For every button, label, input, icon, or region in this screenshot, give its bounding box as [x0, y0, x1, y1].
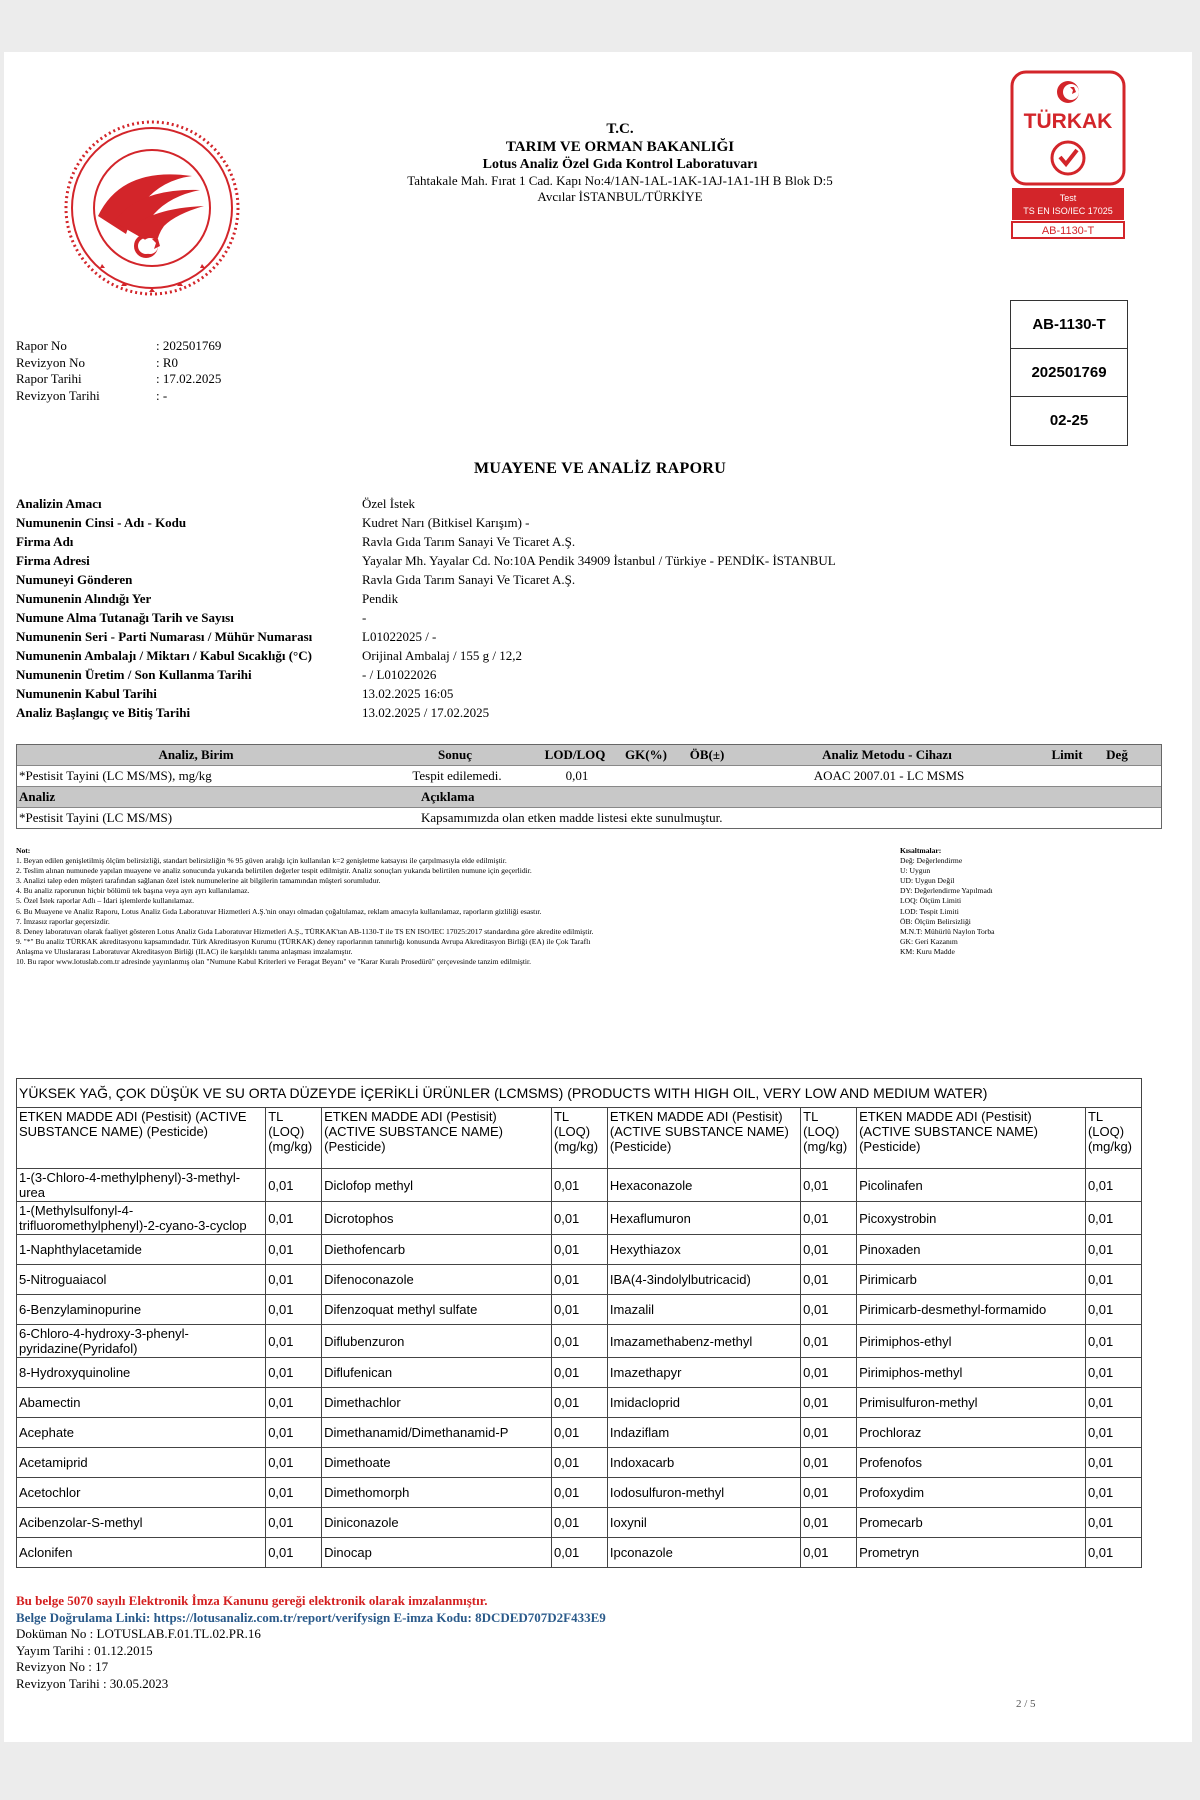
substance-name-cell: Pirimicarb — [857, 1265, 1086, 1295]
substance-name-cell: 1-Naphthylacetamide — [17, 1235, 266, 1265]
header-address-2: Avcılar İSTANBUL/TÜRKİYE — [537, 189, 703, 204]
doc-no: Doküman No : LOTUSLAB.F.01.TL.02.PR.16 — [16, 1626, 261, 1641]
abbr-item: DY: Değerlendirme Yapılmadı — [900, 886, 993, 896]
active-substance-table — [16, 1078, 1142, 1568]
substance-name-cell: Imazalil — [607, 1295, 800, 1325]
col-header: Limit — [1051, 747, 1083, 762]
turkak-accreditation-logo — [1010, 70, 1126, 240]
note-item: 5. Özel İstek raporlar Adlı – İdari işlemlerde kullanılamaz. — [16, 896, 194, 906]
info-row — [16, 551, 1162, 570]
info-label: Analiz Başlangıç ve Bitiş Tarihi — [16, 705, 191, 720]
note-item: 1. Beyan edilen genişletilmiş ölçüm belirsizliği, standart belirsizliğin % 95 güven aralığı için kullanılan k=2 genişletme katsayısı ile çarpılmasıyla elde edilmiştir. — [16, 856, 507, 866]
info-value: Ravla Gıda Tarım Sanayi Ve Ticaret A.Ş. — [362, 572, 576, 587]
loq-cell: 0,01 — [266, 1508, 322, 1538]
table-row — [17, 1358, 1142, 1388]
loq-cell: 0,01 — [1085, 1508, 1141, 1538]
table-header-cell: TL (LOQ) (mg/kg) — [1085, 1108, 1141, 1169]
report-code-box — [1010, 300, 1128, 446]
table-header-cell: TL (LOQ) (mg/kg) — [266, 1108, 322, 1169]
cell: 0,01 — [565, 768, 589, 783]
note-item: 2. Teslim alınan numunede yapılan muayene ve analiz sonucunda yukarıda belirtilen değerler tespit edilmiştir. Analiz sonuçları yukarıda belirtilen numune için geçerlidir. — [16, 866, 532, 876]
results-header — [17, 745, 1161, 765]
abbr-item: LOD: Tespit Limiti — [900, 906, 959, 916]
cell — [617, 766, 679, 786]
loq-cell: 0,01 — [551, 1478, 607, 1508]
loq-cell: 0,01 — [1085, 1202, 1141, 1235]
substance-name-cell: Diclofop methyl — [322, 1169, 552, 1202]
loq-cell: 0,01 — [266, 1478, 322, 1508]
notes-block — [16, 846, 896, 967]
info-value: Yayalar Mh. Yayalar Cd. No:10A Pendik 34909 İstanbul / Türkiye - PENDİK- İSTANBUL — [362, 553, 836, 568]
table-row — [17, 1325, 1142, 1358]
loq-cell: 0,01 — [801, 1478, 857, 1508]
abbr-item: Değ: Değerlendirme — [900, 856, 963, 866]
table-row — [17, 1418, 1142, 1448]
info-label: Firma Adresi — [16, 553, 90, 568]
loq-cell: 0,01 — [551, 1358, 607, 1388]
substance-name-cell: Difenzoquat methyl sulfate — [322, 1295, 552, 1325]
substance-name-cell: Difenoconazole — [322, 1265, 552, 1295]
info-label: Numunenin Alındığı Yer — [16, 591, 152, 606]
info-label: Numunenin Kabul Tarihi — [16, 686, 157, 701]
substance-name-cell: Imidacloprid — [607, 1388, 800, 1418]
loq-cell: 0,01 — [801, 1202, 857, 1235]
loq-cell: 0,01 — [551, 1388, 607, 1418]
turkak-brand-text: TÜRKAK — [1023, 110, 1113, 133]
substance-name-cell: Imazethapyr — [607, 1358, 800, 1388]
loq-cell: 0,01 — [1085, 1448, 1141, 1478]
doc-revision-no: Revizyon No : 17 — [16, 1659, 109, 1674]
substance-name-cell: Aclonifen — [17, 1538, 266, 1568]
substance-name-cell: Iodosulfuron-methyl — [607, 1478, 800, 1508]
turkak-std-text: TS EN ISO/IEC 17025 — [1023, 206, 1113, 216]
note-item: 10. Bu rapor www.lotuslab.com.tr adresinde yayınlanmış olan "Numune Kabul Kriterleri ve Feragat Beyanı" ve "Karar Kuralı Prosedürü" çerçevesinde tanzim edilmiştir. — [16, 957, 532, 967]
cell: Kapsamımızda olan etken madde listesi ekte sunulmuştur. — [421, 810, 723, 825]
footer — [16, 1593, 606, 1692]
table-header-cell: TL (LOQ) (mg/kg) — [801, 1108, 857, 1169]
esign-notice: Bu belge 5070 sayılı Elektronik İmza Kanunu gereği elektronik olarak imzalanmıştır. — [16, 1593, 488, 1608]
substance-name-cell: Dimethachlor — [322, 1388, 552, 1418]
loq-cell: 0,01 — [551, 1265, 607, 1295]
substance-name-cell: 6-Chloro-4-hydroxy-3-phenyl-pyridazine(Pyridafol) — [17, 1325, 266, 1358]
col-header: Sonuç — [438, 747, 472, 762]
substance-name-cell: 6-Benzylaminopurine — [17, 1295, 266, 1325]
meta-label: Rapor Tarihi — [16, 371, 82, 386]
substance-name-cell: Ioxynil — [607, 1508, 800, 1538]
loq-cell: 0,01 — [801, 1295, 857, 1325]
substance-name-cell: Indoxacarb — [607, 1448, 800, 1478]
note-item: 8. Deney laboratuvarı olarak faaliyet gösteren Lotus Analiz Gıda Laboratuvar Hizmetleri A.Ş., TÜRKAK'tan AB-1130-T ile TS EN ISO/IEC 17025:2017 standardına göre akredite edilmiştir. — [16, 926, 594, 936]
loq-cell: 0,01 — [551, 1508, 607, 1538]
cell: *Pestisit Tayini (LC MS/MS) — [19, 810, 173, 825]
explanation-row — [17, 807, 1161, 828]
substance-name-cell: Acephate — [17, 1418, 266, 1448]
loq-cell: 0,01 — [266, 1418, 322, 1448]
abbr-item: LOQ: Ölçüm Limiti — [900, 896, 962, 906]
loq-cell: 0,01 — [1085, 1169, 1141, 1202]
substance-name-cell: Diniconazole — [322, 1508, 552, 1538]
info-value: Ravla Gıda Tarım Sanayi Ve Ticaret A.Ş. — [362, 534, 576, 549]
table-row — [17, 1508, 1142, 1538]
loq-cell: 0,01 — [801, 1325, 857, 1358]
note-item: Anlaşma ve Uluslararası Laboratuvar Akreditasyon Birliği (ILAC) ile karşılıklı tanıma anlaşması imzalamıştır. — [16, 946, 353, 956]
cell — [1039, 766, 1099, 786]
cell — [1099, 766, 1139, 786]
loq-cell: 0,01 — [1085, 1325, 1141, 1358]
info-value: Kudret Narı (Bitkisel Karışım) - — [362, 515, 530, 530]
sample-info — [16, 494, 1162, 722]
table-row — [17, 1538, 1142, 1568]
page-number: 2 / 5 — [1016, 1698, 1036, 1710]
cell: Tespit edilemedi. — [412, 768, 502, 783]
loq-cell: 0,01 — [801, 1169, 857, 1202]
info-value: Orijinal Ambalaj / 155 g / 12,2 — [362, 648, 522, 663]
table-header-cell: TL (LOQ) (mg/kg) — [551, 1108, 607, 1169]
col-header: ÖB(±) — [689, 747, 725, 762]
note-item: 6. Bu Muayene ve Analiz Raporu, Lotus Analiz Gıda Laboratuvar Hizmetleri A.Ş.'nin onayı olmadan çoğaltılamaz, reklam amacıyla kullanılamaz, raporların gizliliği esastır. — [16, 906, 542, 916]
loq-cell: 0,01 — [1085, 1538, 1141, 1568]
col-header: GK(%) — [625, 747, 667, 762]
loq-cell: 0,01 — [801, 1388, 857, 1418]
loq-cell: 0,01 — [266, 1295, 322, 1325]
col-header: Analiz Metodu - Cihazı — [822, 747, 952, 762]
loq-cell: 0,01 — [551, 1169, 607, 1202]
loq-cell: 0,01 — [266, 1448, 322, 1478]
loq-cell: 0,01 — [266, 1388, 322, 1418]
info-label: Firma Adı — [16, 534, 74, 549]
info-label: Numunenin Üretim / Son Kullanma Tarihi — [16, 667, 252, 682]
loq-cell: 0,01 — [801, 1448, 857, 1478]
substance-name-cell: Prochloraz — [857, 1418, 1086, 1448]
table-header-cell: ETKEN MADDE ADI (Pestisit) (ACTIVE SUBSTANCE NAME) (Pesticide) — [17, 1108, 266, 1169]
substance-name-cell: Hexaflumuron — [607, 1202, 800, 1235]
verify-link[interactable]: Belge Doğrulama Linki: https://lotusanaliz.com.tr/report/verifysign E-imza Kodu: 8DCDED707D2F433E9 — [16, 1609, 606, 1625]
loq-cell: 0,01 — [551, 1448, 607, 1478]
table-row — [17, 1388, 1142, 1418]
loq-cell: 0,01 — [801, 1508, 857, 1538]
loq-cell: 0,01 — [801, 1538, 857, 1568]
substance-name-cell: Hexythiazox — [607, 1235, 800, 1265]
substance-name-cell: Dinocap — [322, 1538, 552, 1568]
info-row — [16, 684, 1162, 703]
abbr-item: GK: Geri Kazanım — [900, 936, 958, 946]
info-row — [16, 608, 1162, 627]
info-value: 13.02.2025 / 17.02.2025 — [362, 705, 490, 720]
ministry-seal-logo — [62, 118, 242, 298]
loq-cell: 0,01 — [1085, 1418, 1141, 1448]
header-lab-name: Lotus Analiz Özel Gıda Kontrol Laboratuvarı — [482, 157, 758, 172]
info-label: Numune Alma Tutanağı Tarih ve Sayısı — [16, 610, 234, 625]
substance-name-cell: Pirimicarb-desmethyl-formamido — [857, 1295, 1086, 1325]
note-item: 3. Analizi talep eden müşteri tarafından sağlanan özel istek numunelerine ait bilgilerin tamamından müşteri sorumludur. — [16, 876, 381, 886]
table-header-row — [17, 1108, 1142, 1169]
turkak-code-text: AB-1130-T — [1041, 225, 1095, 237]
col-header: Değ — [1106, 747, 1128, 762]
report-title: MUAYENE VE ANALİZ RAPORU — [473, 460, 727, 477]
info-row — [16, 646, 1162, 665]
table-row — [17, 1478, 1142, 1508]
table-row — [17, 1295, 1142, 1325]
substance-name-cell: Diethofencarb — [322, 1235, 552, 1265]
period-code: 02-25 — [1049, 412, 1089, 429]
info-label: Numunenin Cinsi - Adı - Kodu — [16, 515, 187, 530]
substance-name-cell: Picolinafen — [857, 1169, 1086, 1202]
loq-cell: 0,01 — [266, 1202, 322, 1235]
table-caption: YÜKSEK YAĞ, ÇOK DÜŞÜK VE SU ORTA DÜZEYDE İÇERİKLİ ÜRÜNLER (LCMSMS) (PRODUCTS WITH HIGH OIL, VERY LOW AND MEDIUM WATER) — [17, 1079, 1142, 1108]
abbr-item: UD: Uygun Değil — [900, 876, 955, 886]
loq-cell: 0,01 — [1085, 1478, 1141, 1508]
meta-value: : - — [156, 387, 168, 403]
loq-cell: 0,01 — [801, 1235, 857, 1265]
cell — [679, 766, 739, 786]
loq-cell: 0,01 — [551, 1418, 607, 1448]
table-row — [17, 1265, 1142, 1295]
abbr-item: KM: Kuru Madde — [900, 946, 955, 956]
col-header: Açıklama — [421, 789, 475, 804]
substance-name-cell: 1-(3-Chloro-4-methylphenyl)-3-methyl-urea — [17, 1169, 266, 1202]
abbr-title: Kısaltmalar: — [900, 846, 942, 855]
header-address-1: Tahtakale Mah. Fırat 1 Cad. Kapı No:4/1AN-1AL-1AK-1AJ-1A1-1H B Blok D:5 — [407, 173, 833, 188]
substance-name-cell: Profoxydim — [857, 1478, 1086, 1508]
table-row — [17, 1202, 1142, 1235]
info-value: Özel İstek — [362, 496, 416, 511]
substance-name-cell: Diflufenican — [322, 1358, 552, 1388]
meta-label: Rapor No — [16, 338, 67, 353]
loq-cell: 0,01 — [266, 1538, 322, 1568]
info-value: 13.02.2025 16:05 — [362, 686, 454, 701]
info-value: - — [362, 610, 367, 625]
meta-value: : R0 — [156, 354, 179, 370]
table-header-cell: ETKEN MADDE ADI (Pestisit) (ACTIVE SUBSTANCE NAME) (Pesticide) — [607, 1108, 800, 1169]
substance-name-cell: 1-(Methylsulfonyl-4-trifluoromethylphenyl)-2-cyano-3-cyclop — [17, 1202, 266, 1235]
doc-revision-date: Revizyon Tarihi : 30.05.2023 — [16, 1675, 169, 1691]
loq-cell: 0,01 — [1085, 1358, 1141, 1388]
abbr-item: ÖB: Ölçüm Belirsizliği — [900, 916, 971, 926]
substance-name-cell: Picoxystrobin — [857, 1202, 1086, 1235]
meta-value: : 202501769 — [156, 338, 222, 353]
info-label: Numunenin Ambalajı / Miktarı / Kabul Sıcaklığı (°C) — [16, 648, 312, 663]
substance-name-cell: Indaziflam — [607, 1418, 800, 1448]
info-row — [16, 570, 1162, 589]
substance-name-cell: Dimethoate — [322, 1448, 552, 1478]
notes-title: Not: — [16, 846, 31, 855]
substance-name-cell: Pirimiphos-ethyl — [857, 1325, 1086, 1358]
loq-cell: 0,01 — [1085, 1388, 1141, 1418]
col-header: Analiz, Birim — [158, 747, 234, 762]
meta-label: Revizyon No — [16, 354, 85, 370]
substance-name-cell: Diflubenzuron — [322, 1325, 552, 1358]
substance-name-cell: Dicrotophos — [322, 1202, 552, 1235]
note-item: 7. İmzasız raporlar geçersizdir. — [16, 916, 110, 926]
table-row — [17, 1235, 1142, 1265]
info-row — [16, 627, 1162, 646]
substance-name-cell: Hexaconazole — [607, 1169, 800, 1202]
substance-name-cell: Profenofos — [857, 1448, 1086, 1478]
substance-name-cell: Prometryn — [857, 1538, 1086, 1568]
results-row — [17, 765, 1161, 786]
info-label: Analizin Amacı — [16, 496, 102, 511]
info-row — [16, 513, 1162, 532]
pub-date: Yayım Tarihi : 01.12.2015 — [16, 1642, 153, 1658]
cell: *Pestisit Tayini (LC MS/MS), mg/kg — [19, 768, 212, 783]
info-value: Pendik — [362, 591, 399, 606]
info-row — [16, 532, 1162, 551]
meta-value: : 17.02.2025 — [156, 371, 222, 386]
loq-cell: 0,01 — [266, 1169, 322, 1202]
substance-name-cell: Acetamiprid — [17, 1448, 266, 1478]
loq-cell: 0,01 — [801, 1265, 857, 1295]
table-row — [17, 1448, 1142, 1478]
loq-cell: 0,01 — [1085, 1265, 1141, 1295]
info-row — [16, 589, 1162, 608]
substance-name-cell: Pirimiphos-methyl — [857, 1358, 1086, 1388]
substance-name-cell: IBA(4-3indolylbutricacid) — [607, 1265, 800, 1295]
loq-cell: 0,01 — [551, 1235, 607, 1265]
substance-name-cell: Acibenzolar-S-methyl — [17, 1508, 266, 1538]
cell: AOAC 2007.01 - LC MSMS — [813, 768, 965, 783]
report-number-code: 202501769 — [1011, 349, 1127, 397]
loq-cell: 0,01 — [266, 1235, 322, 1265]
abbr-item: U: Uygun — [900, 866, 931, 876]
explanation-header — [17, 786, 1161, 807]
loq-cell: 0,01 — [551, 1295, 607, 1325]
results-table — [16, 744, 1162, 829]
loq-cell: 0,01 — [801, 1358, 857, 1388]
loq-cell: 0,01 — [1085, 1235, 1141, 1265]
loq-cell: 0,01 — [266, 1265, 322, 1295]
loq-cell: 0,01 — [801, 1418, 857, 1448]
turkak-test-text: Test — [1059, 193, 1077, 203]
substance-name-cell: Promecarb — [857, 1508, 1086, 1538]
substance-name-cell: Dimethomorph — [322, 1478, 552, 1508]
meta-label: Revizyon Tarihi — [16, 387, 100, 403]
substance-name-cell: Acetochlor — [17, 1478, 266, 1508]
note-item: 9. "*" Bu analiz TÜRKAK akreditasyonu kapsamındadır. Türk Akreditasyon Kurumu (TÜRKAK) deney raporlarının tanınırlığı konusunda Avrupa Akreditasyon Birliği (EA) ile Çok Taraflı — [16, 936, 591, 946]
info-row — [16, 665, 1162, 684]
abbreviations-block — [900, 846, 1150, 957]
loq-cell: 0,01 — [551, 1202, 607, 1235]
header-ministry: TARIM VE ORMAN BAKANLIĞI — [505, 139, 735, 155]
info-label: Numunenin Seri - Parti Numarası / Mühür Numarası — [16, 629, 313, 644]
table-header-cell: ETKEN MADDE ADI (Pestisit) (ACTIVE SUBSTANCE NAME) (Pesticide) — [857, 1108, 1086, 1169]
info-row — [16, 494, 1162, 513]
col-header: Analiz — [19, 789, 56, 804]
abbr-item: M.N.T: Mühürlü Naylon Torba — [900, 926, 995, 936]
table-header-cell: ETKEN MADDE ADI (Pestisit) (ACTIVE SUBSTANCE NAME) (Pesticide) — [322, 1108, 552, 1169]
loq-cell: 0,01 — [551, 1325, 607, 1358]
col-header: LOD/LOQ — [544, 747, 606, 762]
note-item: 4. Bu analiz raporunun hiçbir bölümü tek başına veya ayrı ayrı kullanılamaz. — [16, 886, 250, 896]
substance-name-cell: Pinoxaden — [857, 1235, 1086, 1265]
info-row — [16, 703, 1162, 722]
substance-name-cell: Ipconazole — [607, 1538, 800, 1568]
substance-name-cell: Abamectin — [17, 1388, 266, 1418]
info-value: - / L01022026 — [362, 667, 437, 682]
substance-name-cell: Primisulfuron-methyl — [857, 1388, 1086, 1418]
report-meta — [16, 338, 221, 404]
substance-name-cell: 5-Nitroguaiacol — [17, 1265, 266, 1295]
substance-name-cell: 8-Hydroxyquinoline — [17, 1358, 266, 1388]
accreditation-code: AB-1130-T — [1011, 301, 1127, 349]
info-value: L01022025 / - — [362, 629, 437, 644]
loq-cell: 0,01 — [266, 1325, 322, 1358]
loq-cell: 0,01 — [551, 1538, 607, 1568]
header-tc: T.C. — [606, 121, 634, 137]
substance-name-cell: Dimethanamid/Dimethanamid-P — [322, 1418, 552, 1448]
table-row — [17, 1169, 1142, 1202]
loq-cell: 0,01 — [1085, 1295, 1141, 1325]
substance-name-cell: Imazamethabenz-methyl — [607, 1325, 800, 1358]
loq-cell: 0,01 — [266, 1358, 322, 1388]
lab-header — [280, 120, 960, 205]
info-label: Numuneyi Gönderen — [16, 572, 133, 587]
